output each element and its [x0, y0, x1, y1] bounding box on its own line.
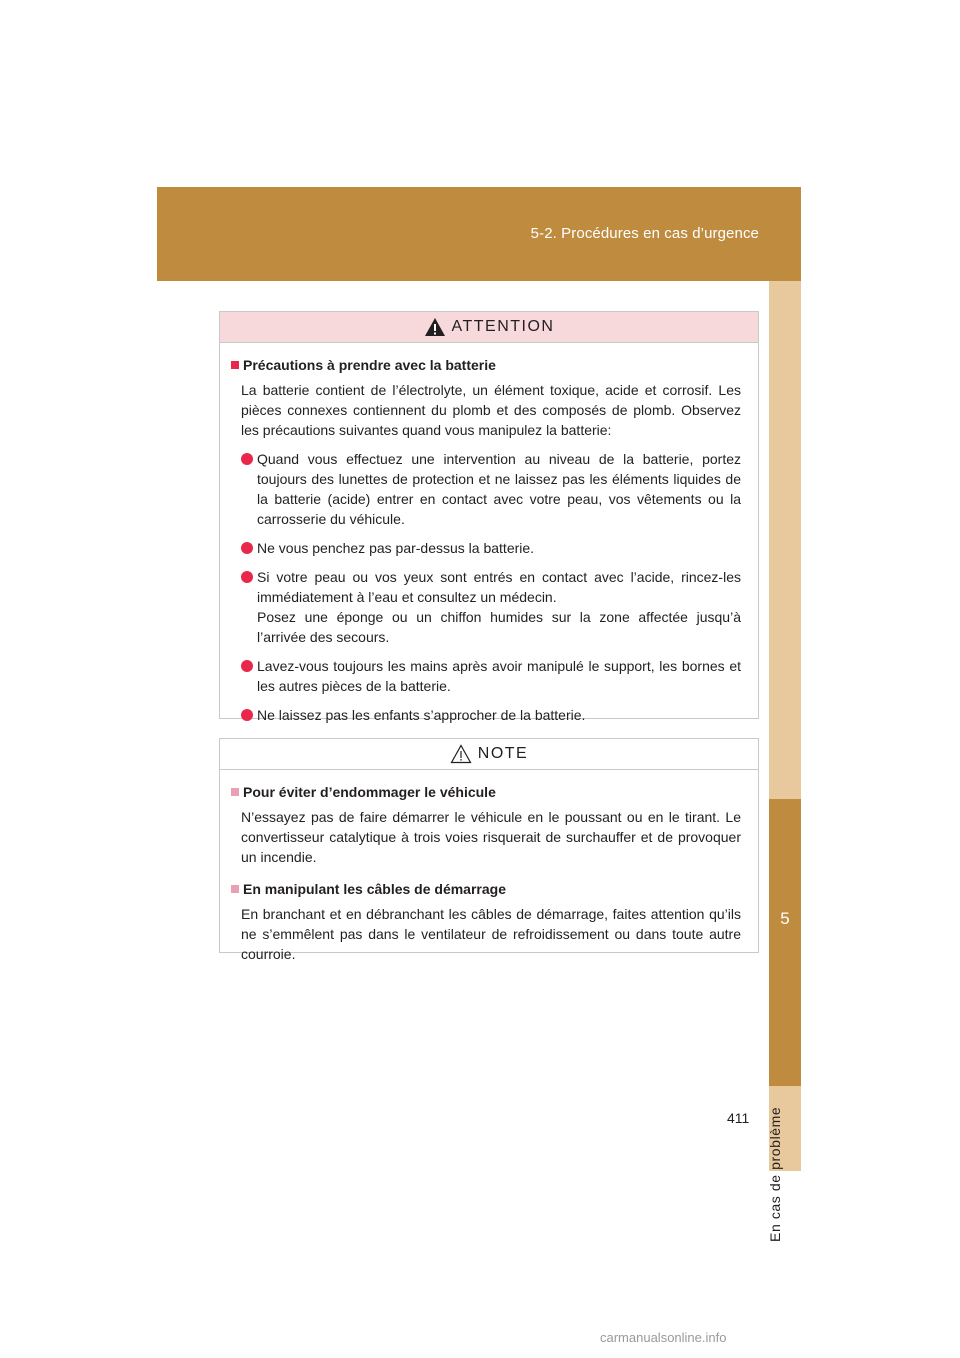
intro-paragraph: La batterie contient de l’électrolyte, un élément toxique, acide et corrosif. Les pièces connexes contiennent du plomb et des composés de plomb. Observez les précautions suivantes quand vous manipulez la batterie: — [241, 382, 741, 438]
note-title: NOTE — [477, 745, 529, 762]
attention-box — [219, 311, 759, 723]
section-title: 5-2. Procédures en cas d’urgence — [530, 225, 759, 242]
watermark: carmanualsonline.info — [600, 1330, 727, 1345]
square-bullet-icon — [231, 885, 239, 893]
list-item-line: Si votre peau ou vos yeux sont entrés en contact avec l’acide, rincez-les immédiatement à l’eau et consultez un médecin. — [257, 569, 741, 605]
section-paragraph: En branchant et en débranchant les câbles de démarrage, faites attention qu’ils ne s’emmêlent pas dans le ventilateur de refroidissement ou dans toute autre courroie. — [241, 906, 741, 962]
warning-icon — [424, 317, 446, 337]
heading-text: Pour éviter d’endommager le véhicule — [243, 784, 496, 800]
attention-header — [220, 312, 758, 343]
list-item-text: Quand vous effectuez une intervention au niveau de la batterie, portez toujours des lunettes de protection et ne laissez pas les éléments liquides de la batterie (acide) entrer en contact avec votre peau, vos vêtements ou la carrosserie du véhicule. — [257, 451, 741, 527]
bullet-dot-icon — [241, 660, 253, 672]
attention-title: ATTENTION — [451, 318, 555, 335]
list-item-line: Posez une éponge ou un chiffon humides sur la zone affectée jusqu’à l’arrivée des secours. — [257, 609, 741, 645]
section-heading — [231, 355, 741, 375]
list-item-text — [257, 567, 741, 647]
list-item — [241, 538, 741, 558]
heading-text: Précautions à prendre avec la batterie — [243, 357, 496, 373]
header-band — [157, 187, 801, 281]
attention-section — [220, 355, 758, 725]
side-tab — [767, 281, 801, 1242]
list-item-text: Lavez-vous toujours les mains après avoir manipulé le support, les bornes et les autres pièces de la batterie. — [257, 658, 741, 694]
list-item — [241, 656, 741, 696]
list-item — [241, 449, 741, 529]
section-heading — [231, 879, 741, 899]
list-item-text: Ne laissez pas les enfants s’approcher de la batterie. — [257, 707, 586, 723]
list-item — [241, 567, 741, 647]
square-bullet-icon — [231, 361, 239, 369]
heading-text: En manipulant les câbles de démarrage — [243, 881, 506, 897]
page-number: 411 — [727, 1110, 750, 1126]
chapter-marker — [769, 799, 801, 1086]
note-box — [219, 738, 759, 962]
warning-outline-icon — [450, 744, 472, 764]
bullet-dot-icon — [241, 571, 253, 583]
note-header — [220, 739, 758, 770]
note-section — [220, 782, 758, 964]
list-item-text: Ne vous penchez pas par-dessus la batterie. — [257, 540, 535, 556]
section-paragraph: N’essayez pas de faire démarrer le véhicule en le poussant ou en le tirant. Le convertisseur catalytique à trois voies risquerait de surchauffer et de provoquer un incendie. — [241, 809, 741, 865]
bullet-dot-icon — [241, 453, 253, 465]
bullet-dot-icon — [241, 542, 253, 554]
chapter-number: 5 — [780, 909, 790, 928]
square-bullet-icon — [231, 788, 239, 796]
bullet-dot-icon — [241, 709, 253, 721]
chapter-label: En cas de problème — [767, 1106, 783, 1242]
list-item — [241, 705, 741, 725]
section-heading — [231, 782, 741, 802]
